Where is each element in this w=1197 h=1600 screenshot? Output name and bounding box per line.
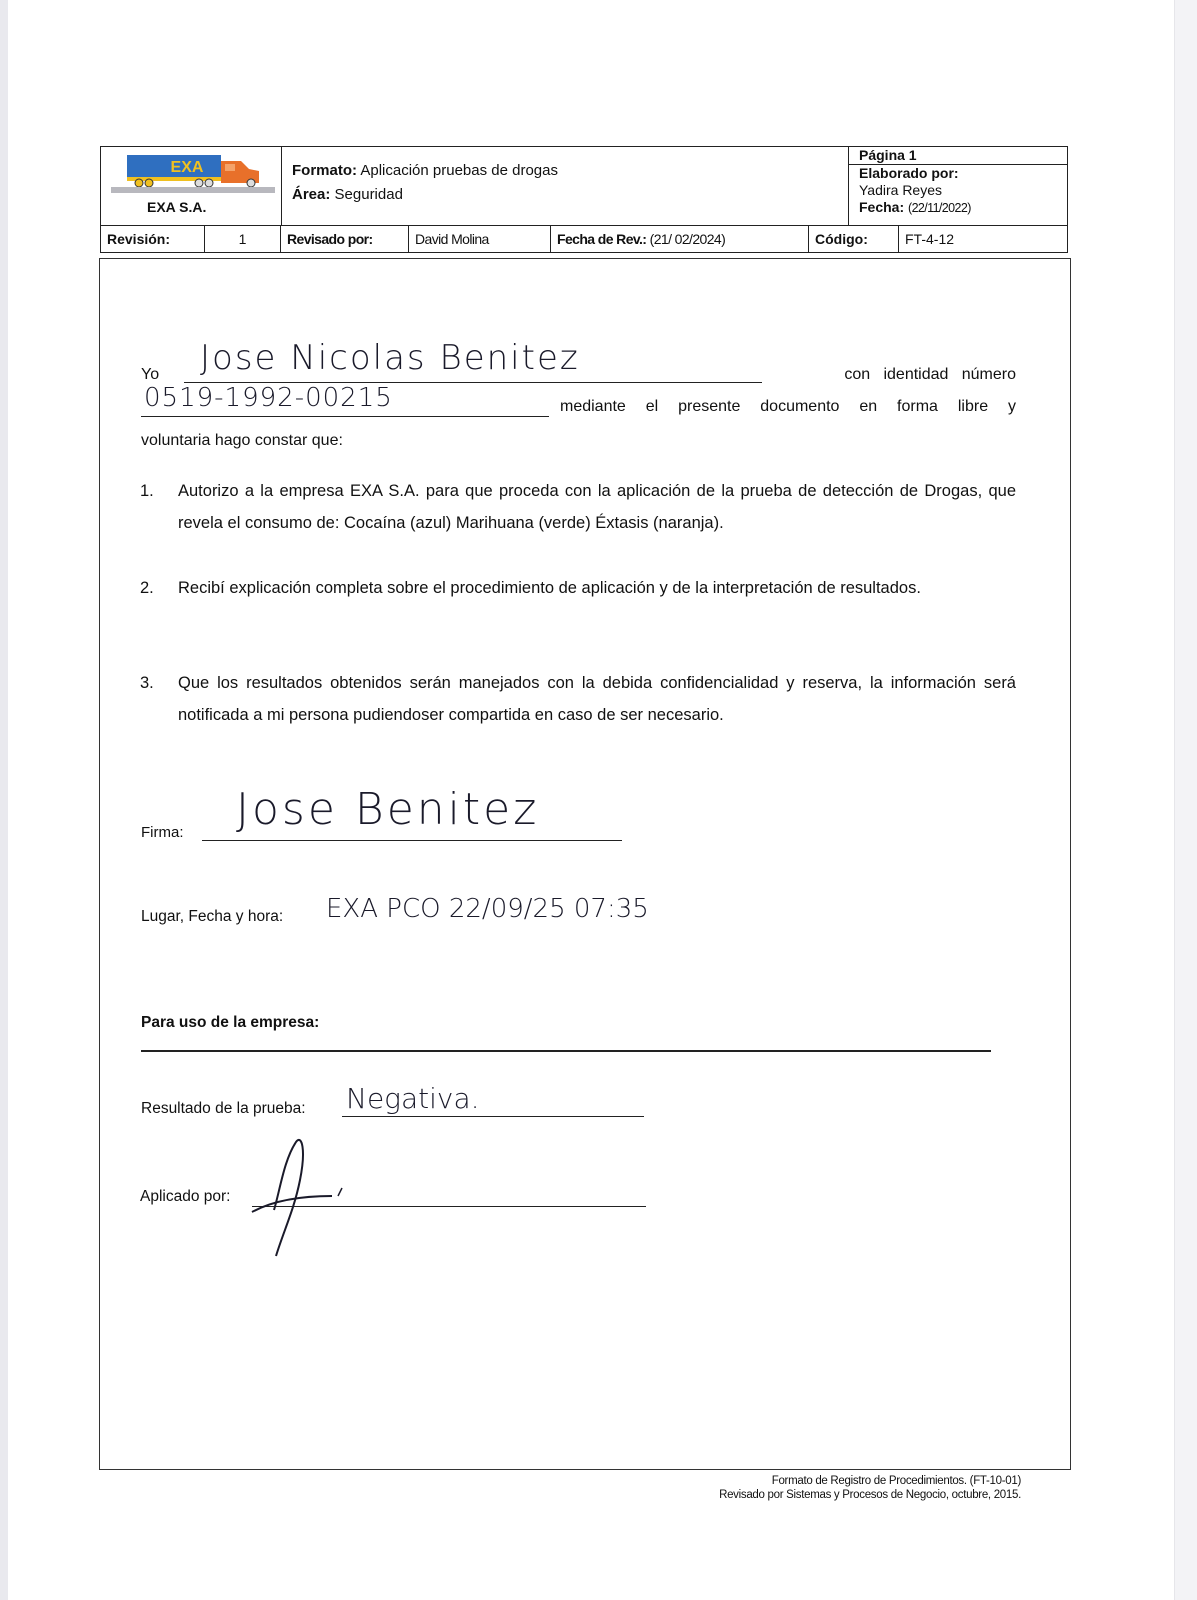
fecha-rev-label: Fecha de Rev.: (557, 231, 647, 247)
company-logo (101, 147, 282, 225)
page-edge-left (0, 0, 8, 1600)
yo-label: Yo (141, 366, 160, 383)
logo-text: EXA (170, 159, 204, 176)
consent-item-1 (140, 475, 1016, 539)
name-handwritten: Jose Nicolas Benitez (200, 338, 580, 378)
identidad-label: con identidad número (844, 366, 1016, 383)
item-text: Recibí explicación completa sobre el procedimiento de aplicación y de la interpretación de resultados. (178, 579, 921, 597)
aplicado-label: Aplicado por: (140, 1188, 231, 1205)
lugar-label: Lugar, Fecha y hora: (141, 908, 284, 925)
item-number: 2. (140, 579, 154, 597)
revision-label: Revisión: (101, 226, 205, 252)
document-footer (719, 1474, 1021, 1502)
meta-cell (849, 147, 1067, 225)
codigo-label: Código: (809, 226, 899, 252)
consent-item-3 (140, 667, 1016, 731)
consent-item-2 (140, 572, 1016, 604)
page-edge-right (1174, 0, 1197, 1600)
fecha-rev-value: (21/ 02/2024) (649, 231, 726, 247)
area-label: Área: (292, 186, 331, 203)
footer-line-2: Revisado por Sistemas y Procesos de Negocio, octubre, 2015. (719, 1489, 1021, 1501)
codigo-value: FT-4-12 (905, 231, 955, 247)
applicator-signature-icon (244, 1130, 354, 1270)
document-header-table (100, 146, 1068, 253)
revisado-value: David Molina (409, 226, 551, 252)
page-number: Página 1 (849, 147, 1067, 165)
truck-logo-icon (127, 155, 261, 189)
formato-value: Aplicación pruebas de drogas (360, 162, 558, 179)
elaborado-value: Yadira Reyes (859, 182, 943, 198)
firma-label: Firma: (141, 824, 184, 841)
resultado-handwritten: Negativa. (346, 1082, 480, 1115)
company-name: EXA S.A. (147, 199, 207, 215)
item-text: Que los resultados obtenidos serán manejados con la debida confidencialidad y reserva, la información será notificada a mi persona pudiendoser compartida en caso de ser necesario. (178, 674, 1016, 724)
formato-label: Formato: (292, 162, 357, 179)
signature-handwritten: Jose Benitez (236, 784, 540, 835)
revisado-label: Revisado por: (281, 226, 409, 252)
area-value: Seguridad (334, 186, 403, 203)
fecha-value: (22/11/2022) (908, 201, 971, 215)
footer-line-1: Formato de Registro de Procedimientos. (FT-10-01) (771, 1475, 1021, 1487)
resultado-label: Resultado de la prueba: (141, 1100, 306, 1117)
company-use-heading: Para uso de la empresa: (141, 1014, 320, 1031)
logo-road (111, 187, 275, 193)
mediante-text: mediante el presente documento en forma libre y (560, 398, 1016, 415)
lugar-handwritten: EXA PCO 22/09/25 07:35 (326, 894, 649, 924)
elaborado-label: Elaborado por: (859, 165, 959, 181)
revision-value: 1 (205, 226, 281, 252)
fecha-label: Fecha: (859, 199, 905, 215)
item-text: Autorizo a la empresa EXA S.A. para que proceda con la aplicación de la prueba de detección de Drogas, que revela el consumo de: Cocaína (azul) Marihuana (verde) Éxtasis (naranja). (178, 482, 1016, 532)
item-number: 1. (140, 482, 154, 500)
format-title-cell (282, 147, 849, 225)
id-handwritten: 0519-1992-00215 (144, 383, 393, 413)
voluntaria-text: voluntaria hago constar que: (141, 432, 343, 449)
item-number: 3. (140, 674, 154, 692)
company-use-divider (141, 1050, 991, 1052)
